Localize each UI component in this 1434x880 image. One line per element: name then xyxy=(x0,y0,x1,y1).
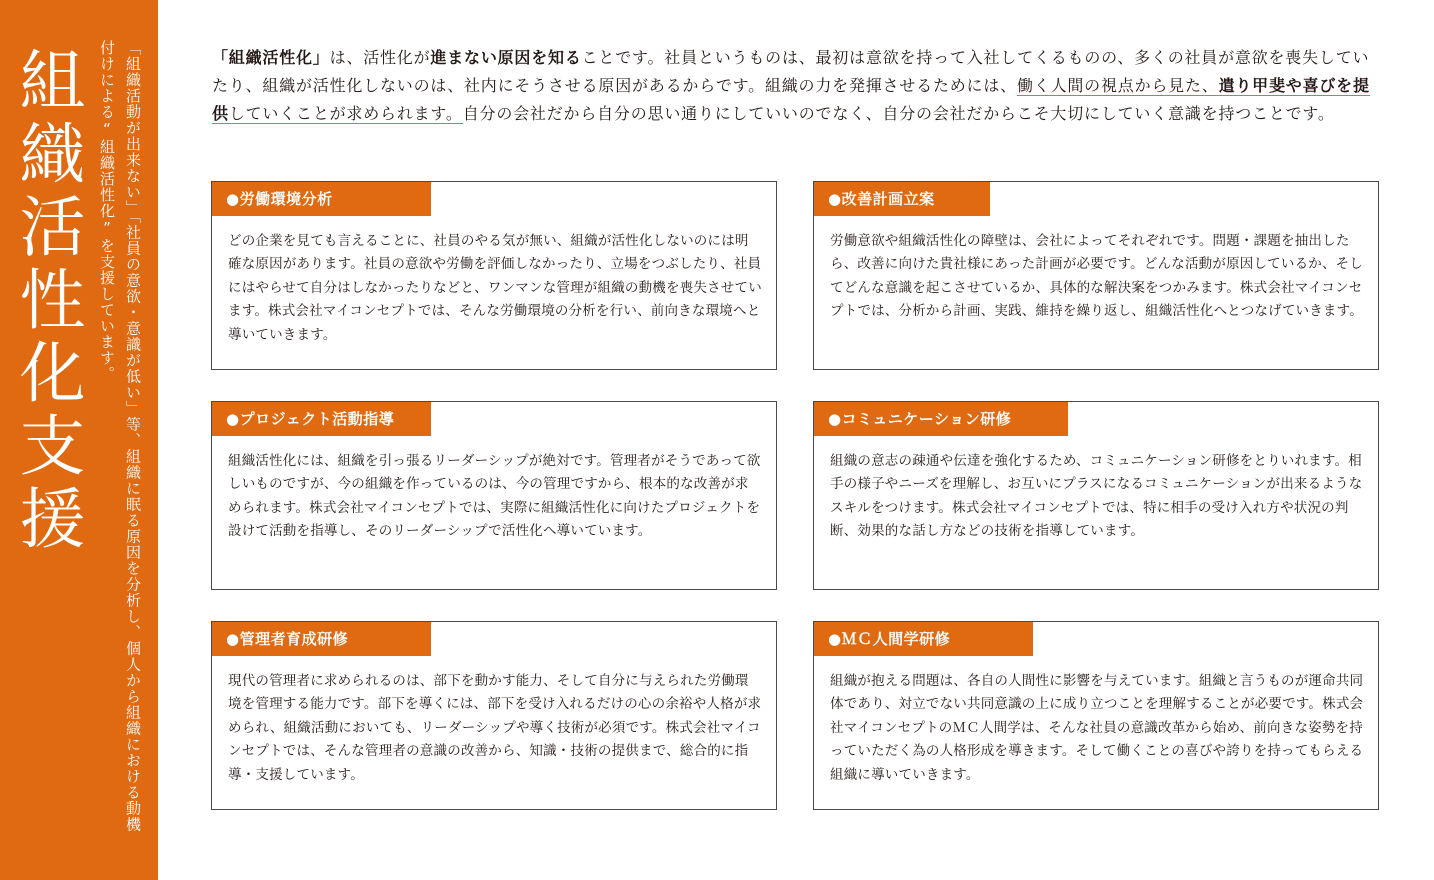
intro-paragraph xyxy=(212,44,1382,128)
intro-emphasis: 進まない原因を知る xyxy=(430,48,582,67)
page-title: 組織活性化支援 xyxy=(8,46,85,557)
intro-keyword: 「組織活性化」 xyxy=(212,48,330,67)
card-communication-training xyxy=(813,401,1379,590)
card-body: 労働意欲や組織活性化の障壁は、会社によってそれぞれです。問題・課題を抽出したら、改善に向けた貴社様にあった計画が必要です。どんな活動が原因しているか、そしてどんな意識を起こさせているか、具体的な解決案をつかみます。株式会社マイコンセプトでは、分析から計画、実践、維持を繰り返し、組織活性化へとつなげていきます。 xyxy=(830,233,1364,320)
card-body: 組織の意志の疎通や伝達を強化するため、コミュニケーション研修をとりいれます。相手の様子やニーズを理解し、お互いにプラスになるコミュニケーションが出来るようなスキルをつけます。株式会社マイコンセプトでは、特に相手の受け入れ方や状況の判断、効果的な話し方などの技術を指導しています。 xyxy=(830,453,1363,540)
card-body: どの企業を見ても言えることに、社員のやる気が無い、組織が活性化しないのには明確な原因があります。社員の意欲や労働を評価しなかったり、立場をつぶしたり、社員にはやらせて自分はしなかったりなどと、ワンマンな管理が組織の動機を喪失させています。株式会社マイコンセプトでは、そんな労働環境の分析を行い、前向きな環境へと導いていきます。 xyxy=(228,233,762,343)
intro-text: ことです。社員というものは、最初は意欲を持って入社してくるものの、多くの社員が意欲を喪失していたり、組織が活性化しないのは、社内にそうさせる原因があるからです。組織の力を発揮させるためには、 xyxy=(212,48,1370,95)
intro-text: は、活性化が xyxy=(329,48,431,67)
card-body: 現代の管理者に求められるのは、部下を動かす能力、そして自分に与えられた労働環境を管理する能力です。部下を導くには、部下を受け入れるだけの心の余裕や人格が求められ、組織活動においても、リーダーシップや導く技術が必須です。株式会社マイコンセプトでは、そんな管理者の意識の改善から、知識・技術の提供まで、総合的に指導・支援しています。 xyxy=(228,673,762,783)
card-title: ●コミュニケーション研修 xyxy=(814,402,1068,436)
intro-highlight: していくことが求められます。 xyxy=(228,104,463,123)
card-labor-environment-analysis xyxy=(211,181,777,370)
intro-text: 自分の会社だから自分の思い通りにしていいのでなく、自分の会社だからこそ大切にしていく意識を持つことです。 xyxy=(462,104,1335,123)
card-title: ●ＭＣ人間学研修 xyxy=(814,622,1033,656)
card-body: 組織が抱える問題は、各自の人間性に影響を与えています。組織と言うものが運命共同体であり、対立でない共同意識の上に成り立つことを理解することが必要です。株式会社マイコンセプトのＭＣ人間学は、そんな社員の意識改革から始め、前向きな姿勢を持っていただく為の人格形成を導きます。そして働くことの喜びや誇りを持ってもらえる組織に導いていきます。 xyxy=(830,673,1364,783)
card-title: ●管理者育成研修 xyxy=(212,622,431,656)
card-title: ●労働環境分析 xyxy=(212,182,431,216)
sidebar-banner xyxy=(0,0,158,880)
card-body: 組織活性化には、組織を引っ張るリーダーシップが絶対です。管理者がそうであって欲しいものですが、今の組織を作っているのは、今の管理ですから、根本的な改善が求められます。株式会社マイコンセプトでは、実際に組織活性化に向けたプロジェクトを設けて活動を指導し、そのリーダーシップで活性化へ導いています。 xyxy=(228,453,761,540)
intro-highlight: 働く人間の視点から見た、 xyxy=(1016,76,1219,95)
card-improvement-planning xyxy=(813,181,1379,370)
card-mc-humanics-training xyxy=(813,621,1379,810)
sidebar-description: 「組織活動が出来ない」「社員の意欲・意識が低い」等、組織に眠る原因を分析し、個人から組織における動機付けによる“組織活性化”を支援しています。 xyxy=(98,40,142,833)
intro-highlight-emphasis: 遣り甲斐や喜びを提供 xyxy=(212,76,1370,123)
card-manager-development-training xyxy=(211,621,777,810)
card-title: ●改善計画立案 xyxy=(814,182,990,216)
card-title: ●プロジェクト活動指導 xyxy=(212,402,431,436)
card-project-activity-guidance xyxy=(211,401,777,590)
